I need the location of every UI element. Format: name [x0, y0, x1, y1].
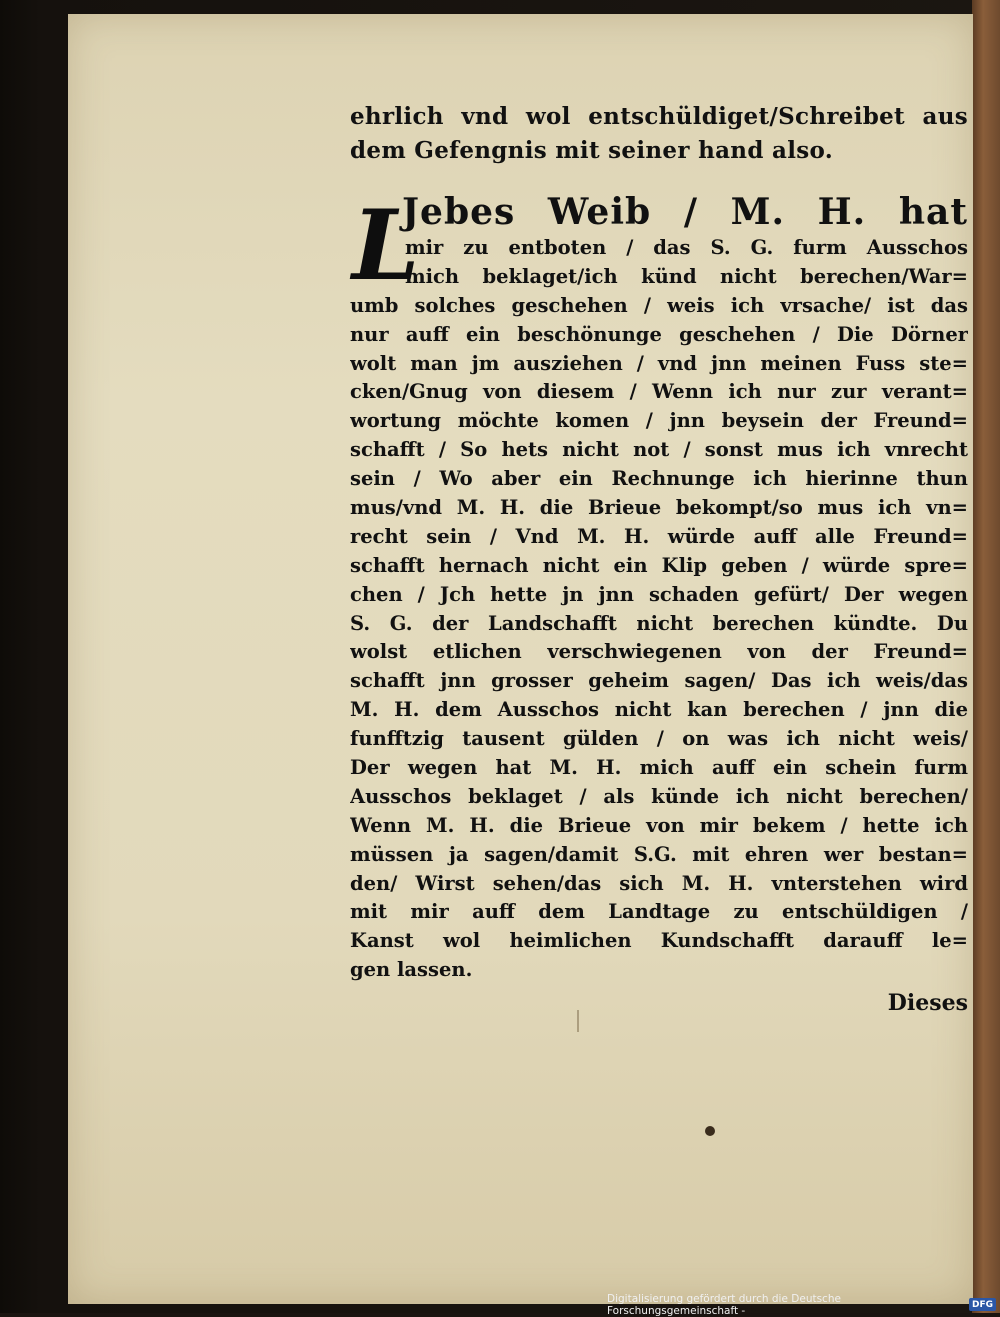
text-line: schafft jnn grosser geheim sagen/ Das ich weis/das: [350, 669, 968, 693]
book-edge: [972, 0, 1000, 1313]
text-line: mit mir auff dem Landtage zu entschüldigen /: [350, 900, 968, 924]
text-line: schafft / So hets nicht not / sonst mus ich vnrecht: [350, 438, 968, 462]
heading-line-1: ehrlich vnd wol entschüldiget/Schreibet aus: [350, 103, 968, 130]
text-line: Kanst wol heimlichen Kundschafft darauff le=: [350, 929, 968, 953]
credit-text: Digitalisierung gefördert durch die Deutsche Forschungsgemeinschaft -: [607, 1292, 841, 1317]
text-line: M. H. dem Ausschos nicht kan berechen / jnn die: [350, 698, 968, 722]
text-line: sein / Wo aber ein Rechnunge ich hierinne thun: [350, 467, 968, 491]
first-line: Jebes Weib / M. H. hat: [402, 191, 968, 233]
text-line: funfftzig tausent gülden / on was ich nicht weis/: [350, 727, 968, 751]
text-line: den/ Wirst sehen/das sich M. H. vnterstehen wird: [350, 871, 968, 895]
text-line: nur auff ein beschönunge geschehen / Die Dörner: [350, 322, 968, 346]
text-line: wolst etlichen verschwiegenen von der Freund=: [350, 640, 968, 664]
decorated-initial: L: [352, 189, 420, 302]
text-line: S. G. der Landschafft nicht berechen kündte. Du: [350, 611, 968, 635]
text-line: Ausschos beklaget / als künde ich nicht berechen/: [350, 784, 968, 808]
ink-spot: [705, 1126, 715, 1136]
text-line: wortung möchte komen / jnn beysein der Freund=: [350, 409, 968, 433]
text-line: Wenn M. H. die Brieue von mir bekem / hette ich: [350, 813, 968, 837]
catchword: Dieses: [887, 990, 968, 1016]
text-line: cken/Gnug von diesem / Wenn ich nur zur verant=: [350, 380, 968, 404]
page-text: [350, 100, 968, 985]
digitization-credit: [607, 1292, 1000, 1317]
text-line: chen / Jch hette jn jnn schaden gefürt/ Der wegen: [350, 582, 968, 606]
text-line: mir zu entboten / das S. G. furm Ausschos: [405, 236, 968, 259]
text-line: recht sein / Vnd M. H. würde auff alle Freund=: [350, 524, 968, 548]
text-line: mus/vnd M. H. die Brieue bekompt/so mus ich vn=: [350, 496, 968, 520]
dfg-logo: DFG: [969, 1298, 996, 1311]
text-line: müssen ja sagen/damit S.G. mit ehren wer bestan=: [350, 842, 968, 866]
text-line: wolt man jm ausziehen / vnd jnn meinen Fuss ste=: [350, 351, 968, 375]
paper-mark: [577, 1010, 579, 1032]
text-line: Der wegen hat M. H. mich auff ein schein furm: [350, 756, 968, 780]
text-line: schafft hernach nicht ein Klip geben / würde spre=: [350, 553, 968, 577]
text-line: mich beklaget/ich künd nicht berechen/War=: [405, 264, 968, 288]
text-line-last: gen lassen.: [350, 958, 473, 982]
heading-line-2: dem Gefengnis mit seiner hand also.: [350, 137, 834, 164]
text-line: umb solches geschehen / weis ich vrsache/ ist das: [350, 293, 968, 317]
